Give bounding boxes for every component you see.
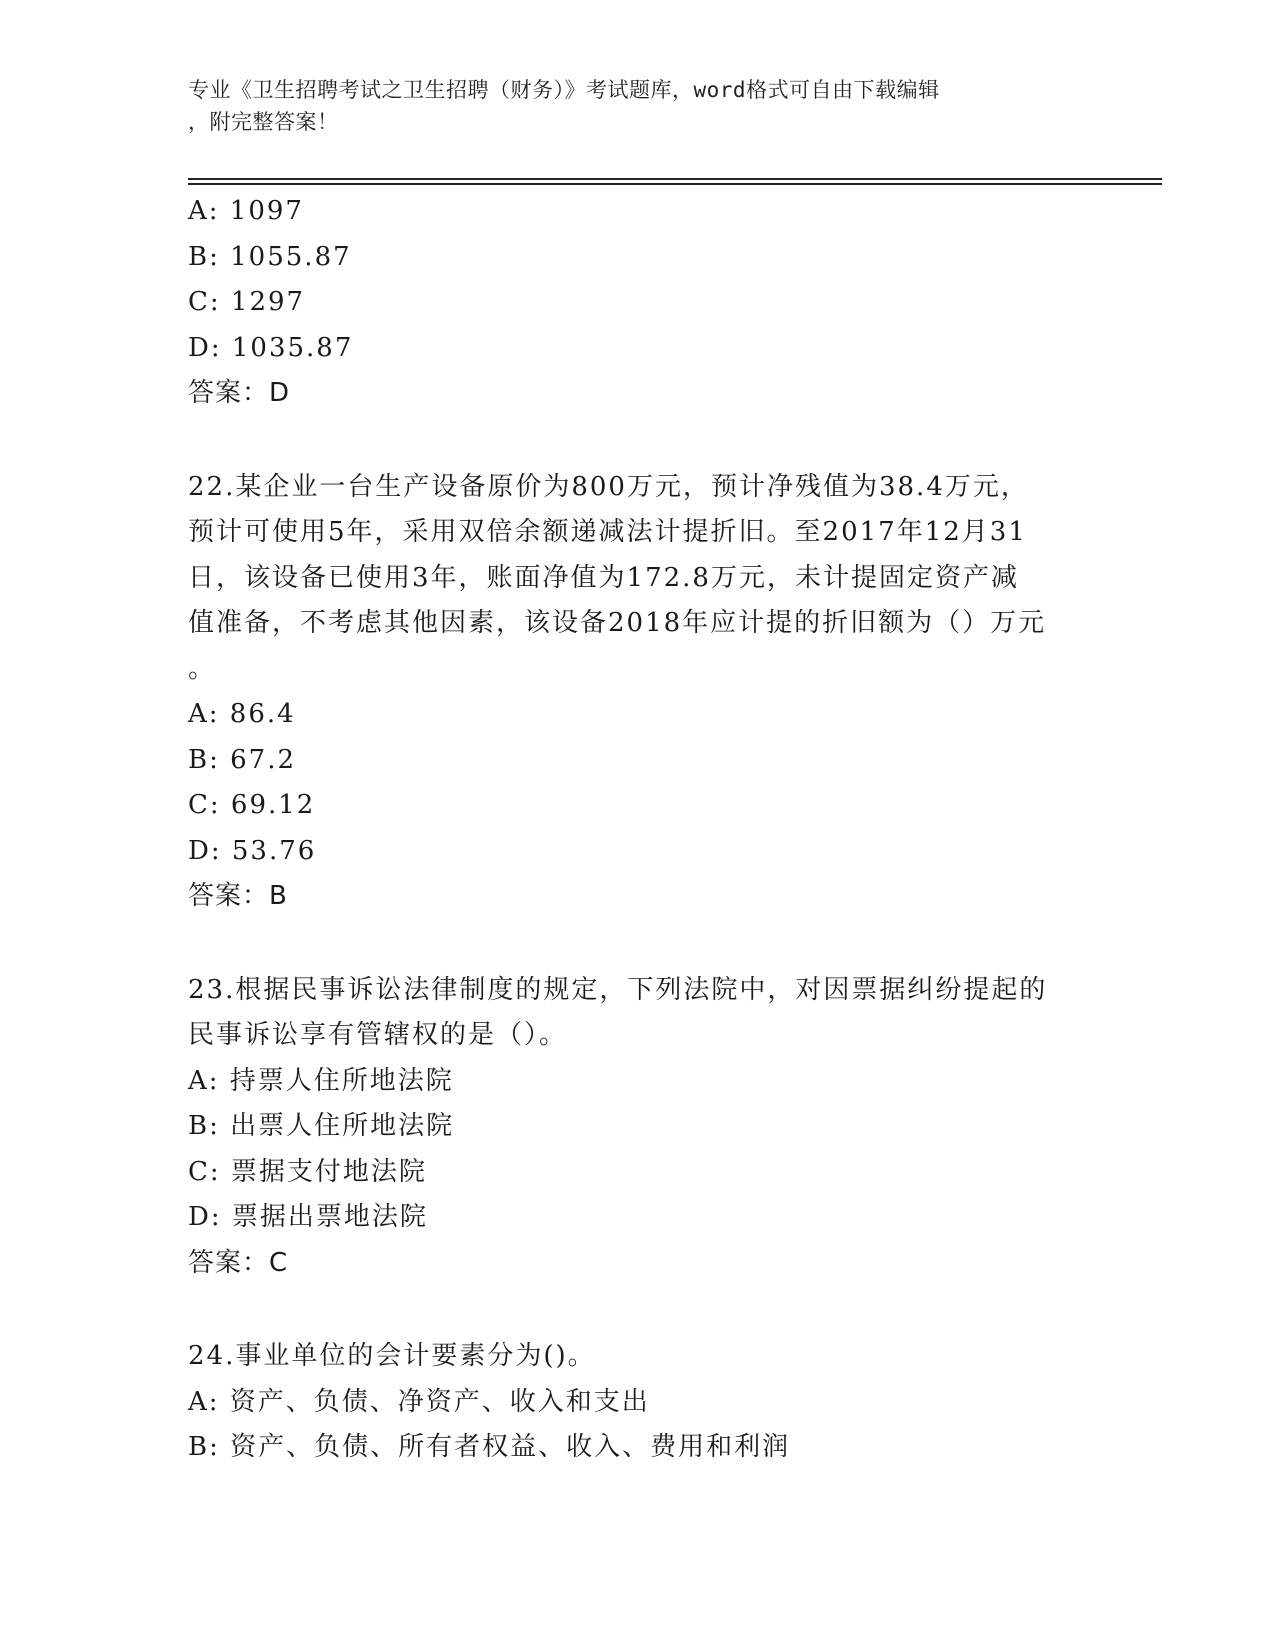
option-a: A: 1097 — [188, 196, 304, 226]
option-c: C: 69.12 — [188, 790, 316, 820]
question-22-answer: 答案：B — [188, 881, 288, 911]
spacer — [188, 920, 1088, 968]
document-header — [188, 74, 1068, 138]
header-divider-bottom — [188, 183, 1162, 185]
question-21-answer: 答案：D — [188, 378, 291, 408]
option-b: B: 资产、负债、所有者权益、收入、费用和利润 — [188, 1432, 791, 1462]
question-line: 24.事业单位的会计要素分为()。 — [188, 1341, 596, 1371]
question-24-text — [188, 1334, 1088, 1380]
option-d: D: 票据出票地法院 — [188, 1202, 428, 1232]
question-line: 民事诉讼享有管辖权的是（）。 — [188, 1020, 568, 1050]
question-24-options — [188, 1380, 1088, 1471]
option-b: B: 67.2 — [188, 744, 297, 775]
option-d: D: 53.76 — [188, 835, 317, 866]
question-line: 。 — [188, 653, 217, 684]
question-22-text — [188, 465, 1088, 693]
spacer — [188, 417, 1088, 465]
spacer — [188, 1286, 1088, 1334]
option-a: A: 86.4 — [188, 699, 296, 729]
header-line-1: 专业《卫生招聘考试之卫生招聘（财务）》考试题库，word格式可自由下载编辑 — [188, 78, 940, 102]
option-b: B: 1055.87 — [188, 241, 352, 272]
header-line-2: ，附完整答案！ — [188, 110, 339, 134]
question-21-options — [188, 189, 1088, 371]
option-a: A: 资产、负债、净资产、收入和支出 — [188, 1386, 650, 1417]
question-line: 23.根据民事诉讼法律制度的规定，下列法院中，对因票据纠纷提起的 — [188, 974, 1048, 1005]
question-line: 22.某企业一台生产设备原价为800万元，预计净残值为38.4万元， — [188, 471, 1029, 502]
question-22-options — [188, 692, 1088, 874]
question-content — [188, 189, 1088, 1471]
question-23-options — [188, 1059, 1088, 1241]
question-line: 预计可使用5年，采用双倍余额递减法计提折旧。至2017年12月31 — [188, 517, 1027, 547]
question-23-text — [188, 968, 1088, 1059]
option-c: C: 1297 — [188, 287, 306, 317]
option-a: A: 持票人住所地法院 — [188, 1065, 454, 1096]
option-b: B: 出票人住所地法院 — [188, 1111, 455, 1141]
question-line: 日，该设备已使用3年，账面净值为172.8万元，未计提固定资产减 — [188, 562, 1019, 593]
question-23-answer: 答案：C — [188, 1247, 289, 1278]
option-d: D: 1035.87 — [188, 332, 354, 363]
option-c: C: 票据支付地法院 — [188, 1156, 427, 1187]
header-divider-top — [188, 178, 1162, 180]
question-line: 值准备，不考虑其他因素，该设备2018年应计提的折旧额为（）万元 — [188, 608, 1047, 638]
